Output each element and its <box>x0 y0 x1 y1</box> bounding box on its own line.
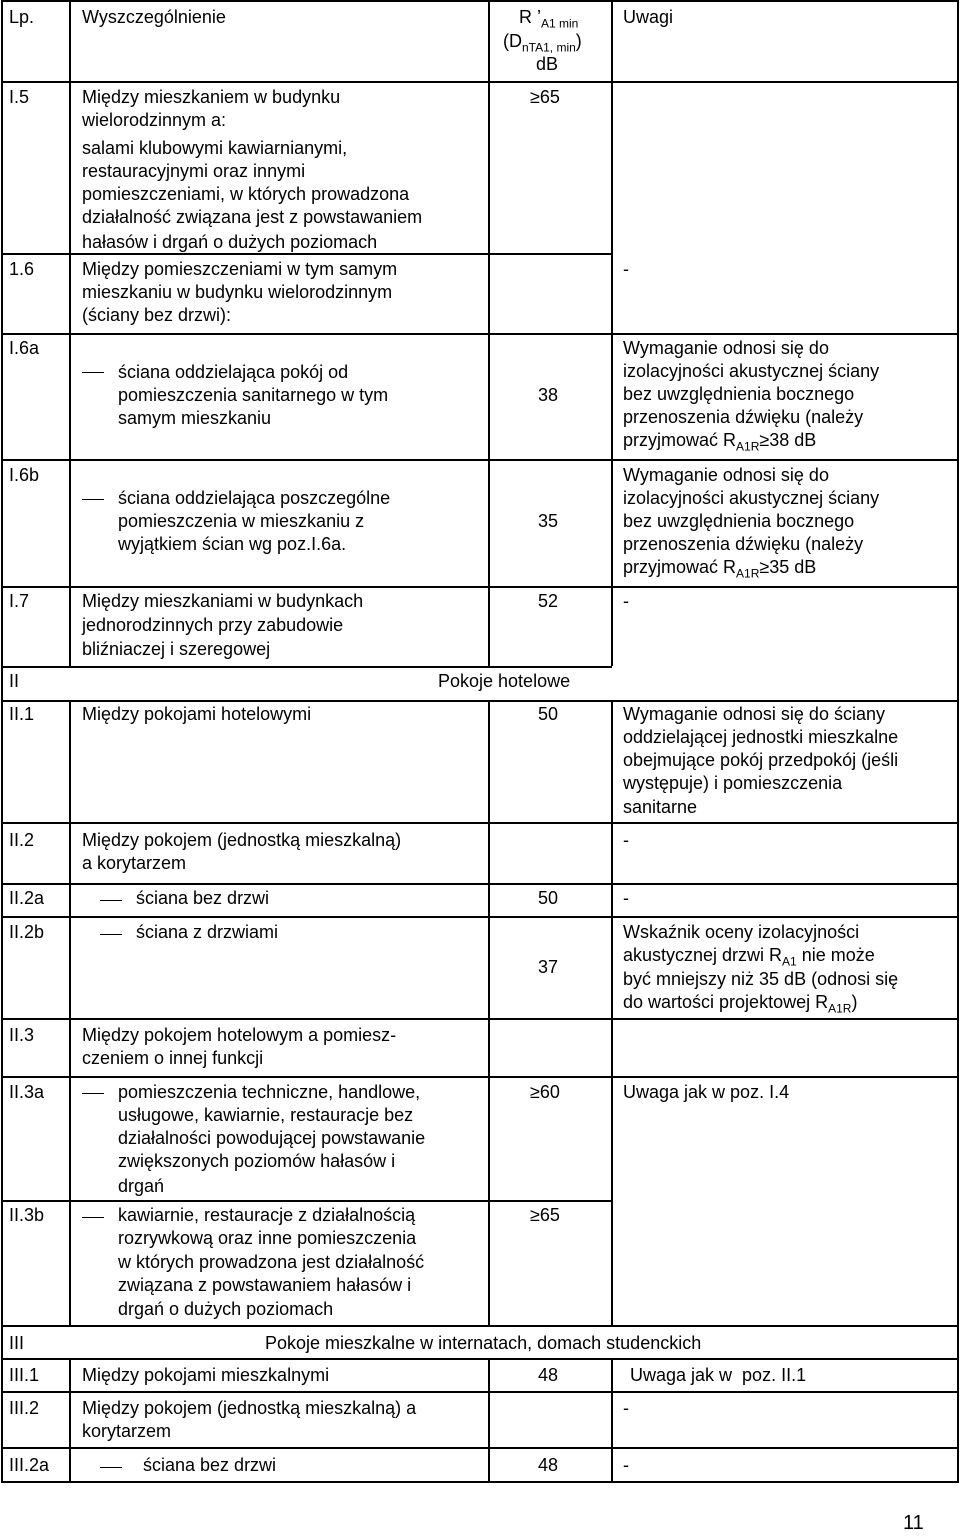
row-description: Między mieszkaniami w budynkach <box>82 591 364 611</box>
row-divider <box>1 1358 958 1360</box>
row-description: Między mieszkaniem w budynku <box>82 87 341 107</box>
row-description: a korytarzem <box>82 853 187 873</box>
dash-bullet <box>82 1093 104 1094</box>
row-description: drgań o dużych poziomach <box>118 1299 334 1319</box>
column-divider <box>611 1358 613 1483</box>
section-lp: II <box>9 671 20 691</box>
row-lp: III.2a <box>9 1455 50 1475</box>
table-border-top <box>1 0 958 2</box>
table-border-right <box>957 0 959 1483</box>
row-note: do wartości projektowej $R_{A1R}$) <box>623 992 858 1016</box>
row-description: ściana oddzielająca poszczególne <box>118 488 391 508</box>
row-description: ściana bez drzwi <box>143 1455 277 1475</box>
row-note: Wskaźnik oceny izolacyjności <box>623 922 860 942</box>
row-description: (ściany bez drzwi): <box>82 305 232 325</box>
row-description: ściana bez drzwi <box>136 888 270 908</box>
column-divider <box>69 700 71 1325</box>
row-divider <box>1 459 958 461</box>
row-note: - <box>623 888 629 908</box>
row-note: przenoszenia dźwięku (należy <box>623 407 864 427</box>
column-divider <box>488 700 490 1325</box>
row-divider <box>1 883 958 885</box>
dash-bullet <box>82 1217 104 1218</box>
column-divider <box>69 1358 71 1483</box>
row-lp: II.2b <box>9 922 45 942</box>
row-lp: II.3b <box>9 1205 45 1225</box>
row-description: hałasów i drgań o dużych poziomach <box>82 232 378 252</box>
row-lp: III.1 <box>9 1365 40 1385</box>
row-divider <box>1 1018 958 1020</box>
row-value: ≥60 <box>530 1082 560 1102</box>
row-value: 50 <box>538 888 559 908</box>
row-description: Między pokojem hotelowym a pomiesz- <box>82 1025 397 1045</box>
row-lp: II.3 <box>9 1025 35 1045</box>
row-note: Uwaga jak w poz. II.1 <box>630 1365 807 1385</box>
row-description: działalność związana jest z powstawaniem <box>82 207 423 227</box>
row-lp: II.2 <box>9 830 35 850</box>
row-note: - <box>623 591 629 611</box>
row-note: Uwaga jak w poz. I.4 <box>623 1082 790 1102</box>
row-note: izolacyjności akustycznej ściany <box>623 361 880 381</box>
row-divider <box>1 81 958 83</box>
page-number: 11 <box>903 1512 924 1534</box>
row-divider <box>1 822 958 824</box>
row-value: 38 <box>538 385 559 405</box>
header-notes: Uwagi <box>623 7 674 27</box>
row-note: Wymaganie odnosi się do <box>623 465 829 485</box>
row-note: bez uwzględnienia bocznego <box>623 511 855 531</box>
row-lp: II.1 <box>9 704 35 724</box>
row-description: pomieszczenia w mieszkaniu z <box>118 511 365 531</box>
section-title: Pokoje mieszkalne w internatach, domach studenckich <box>265 1333 702 1353</box>
row-divider <box>1 1325 958 1327</box>
row-divider <box>1 700 958 702</box>
row-note: obejmujące pokój przedpokój (jeśli <box>623 750 899 770</box>
row-note: - <box>623 830 629 850</box>
row-description: ściana oddzielająca pokój od <box>118 362 349 382</box>
header-lp: Lp. <box>9 7 35 27</box>
table-border-left <box>1 0 3 1483</box>
row-description: działalności powodującej powstawanie <box>118 1128 426 1148</box>
dash-bullet <box>100 1467 122 1468</box>
row-note: - <box>623 1455 629 1475</box>
row-divider <box>1 1391 958 1393</box>
row-note: - <box>623 259 629 279</box>
row-value: 37 <box>538 957 559 977</box>
row-divider <box>1 666 612 668</box>
row-note: - <box>623 1398 629 1418</box>
row-lp: I.5 <box>9 87 30 107</box>
section-title: Pokoje hotelowe <box>438 671 571 691</box>
row-value: 48 <box>538 1455 559 1475</box>
row-value: 50 <box>538 704 559 724</box>
row-divider <box>1 586 958 588</box>
header-d-value: $(D_{nTA1, min})$ <box>503 31 582 55</box>
row-note: Wymaganie odnosi się do <box>623 338 829 358</box>
dash-bullet <box>82 372 104 373</box>
row-note: być mniejszy niż 35 dB (odnosi się <box>623 969 899 989</box>
row-description: ściana z drzwiami <box>136 922 279 942</box>
row-description: jednorodzinnych przy zabudowie <box>82 615 344 635</box>
row-divider <box>1 253 612 255</box>
row-note: sanitarne <box>623 797 698 817</box>
row-description: wielorodzinnym a: <box>82 110 227 130</box>
row-note: przenoszenia dźwięku (należy <box>623 534 864 554</box>
row-description: zwiększonych poziomów hałasów i <box>118 1151 396 1171</box>
row-divider <box>1 1200 612 1202</box>
row-description: Między pokojami hotelowymi <box>82 704 312 724</box>
row-value: ≥65 <box>530 87 560 107</box>
column-divider <box>488 1358 490 1483</box>
row-description: pomieszczenia sanitarnego w tym <box>118 385 389 405</box>
row-divider <box>1 333 958 335</box>
row-description: Między pokojami mieszkalnymi <box>82 1365 330 1385</box>
row-note: bez uwzględnienia bocznego <box>623 384 855 404</box>
row-description: w których prowadzona jest działalność <box>118 1252 425 1272</box>
column-divider <box>488 0 490 666</box>
row-value: 35 <box>538 511 559 531</box>
column-divider <box>611 0 613 666</box>
dash-bullet <box>100 900 122 901</box>
row-description: wyjątkiem ścian wg poz.I.6a. <box>118 534 347 554</box>
row-description: rozrywkową oraz inne pomieszczenia <box>118 1228 417 1248</box>
row-description: bliźniaczej i szeregowej <box>82 639 271 659</box>
row-description: mieszkaniu w budynku wielorodzinnym <box>82 282 393 302</box>
row-description: restauracyjnymi oraz innymi <box>82 161 306 181</box>
table-border-bottom <box>1 1481 958 1483</box>
header-spec: Wyszczególnienie <box>82 7 226 27</box>
header-unit: dB <box>536 54 559 74</box>
column-divider <box>69 0 71 666</box>
dash-bullet <box>82 499 104 500</box>
row-description: pomieszczeniami, w których prowadzona <box>82 184 410 204</box>
row-lp: III.2 <box>9 1398 40 1418</box>
row-note: izolacyjności akustycznej ściany <box>623 488 880 508</box>
row-divider <box>1 916 958 918</box>
row-lp: II.2a <box>9 888 45 908</box>
row-description: pomieszczenia techniczne, handlowe, <box>118 1082 421 1102</box>
section-lp: III <box>9 1333 25 1353</box>
row-note: przyjmować $R_{A1R}\ge 38$ dB <box>623 430 817 454</box>
row-description: korytarzem <box>82 1421 172 1441</box>
row-description: Między pomieszczeniami w tym samym <box>82 259 398 279</box>
row-description: czeniem o innej funkcji <box>82 1048 264 1068</box>
column-divider <box>611 700 613 1325</box>
row-description: kawiarnie, restauracje z działalnością <box>118 1205 416 1225</box>
row-lp: I.6a <box>9 338 40 358</box>
row-value: 52 <box>538 591 559 611</box>
row-description: Między pokojem (jednostką mieszkalną) a <box>82 1398 417 1418</box>
row-divider <box>1 1447 958 1449</box>
row-note: przyjmować $R_{A1R}\ge 35$ dB <box>623 557 817 581</box>
row-lp: I.7 <box>9 591 30 611</box>
row-note: Wymaganie odnosi się do ściany <box>623 704 885 724</box>
row-value: 48 <box>538 1365 559 1385</box>
row-lp: II.3a <box>9 1082 45 1102</box>
row-description: drgań <box>118 1176 165 1196</box>
row-lp: 1.6 <box>9 259 35 279</box>
row-lp: I.6b <box>9 465 40 485</box>
row-note: akustycznej drzwi $R_{A1}$ nie może <box>623 945 875 969</box>
row-note: oddzielającej jednostki mieszkalne <box>623 727 899 747</box>
row-description: salami klubowymi kawiarnianymi, <box>82 138 348 158</box>
header-r-value: R $’_{A1 min}$ <box>519 7 579 31</box>
row-description: Między pokojem (jednostką mieszkalną) <box>82 830 402 850</box>
row-description: związana z powstawaniem hałasów i <box>118 1275 412 1295</box>
row-divider <box>1 1076 958 1078</box>
row-note: występuje) i pomieszczenia <box>623 773 843 793</box>
row-description: usługowe, kawiarnie, restauracje bez <box>118 1105 414 1125</box>
dash-bullet <box>100 934 122 935</box>
row-description: samym mieszkaniu <box>118 408 272 428</box>
row-value: ≥65 <box>530 1205 560 1225</box>
